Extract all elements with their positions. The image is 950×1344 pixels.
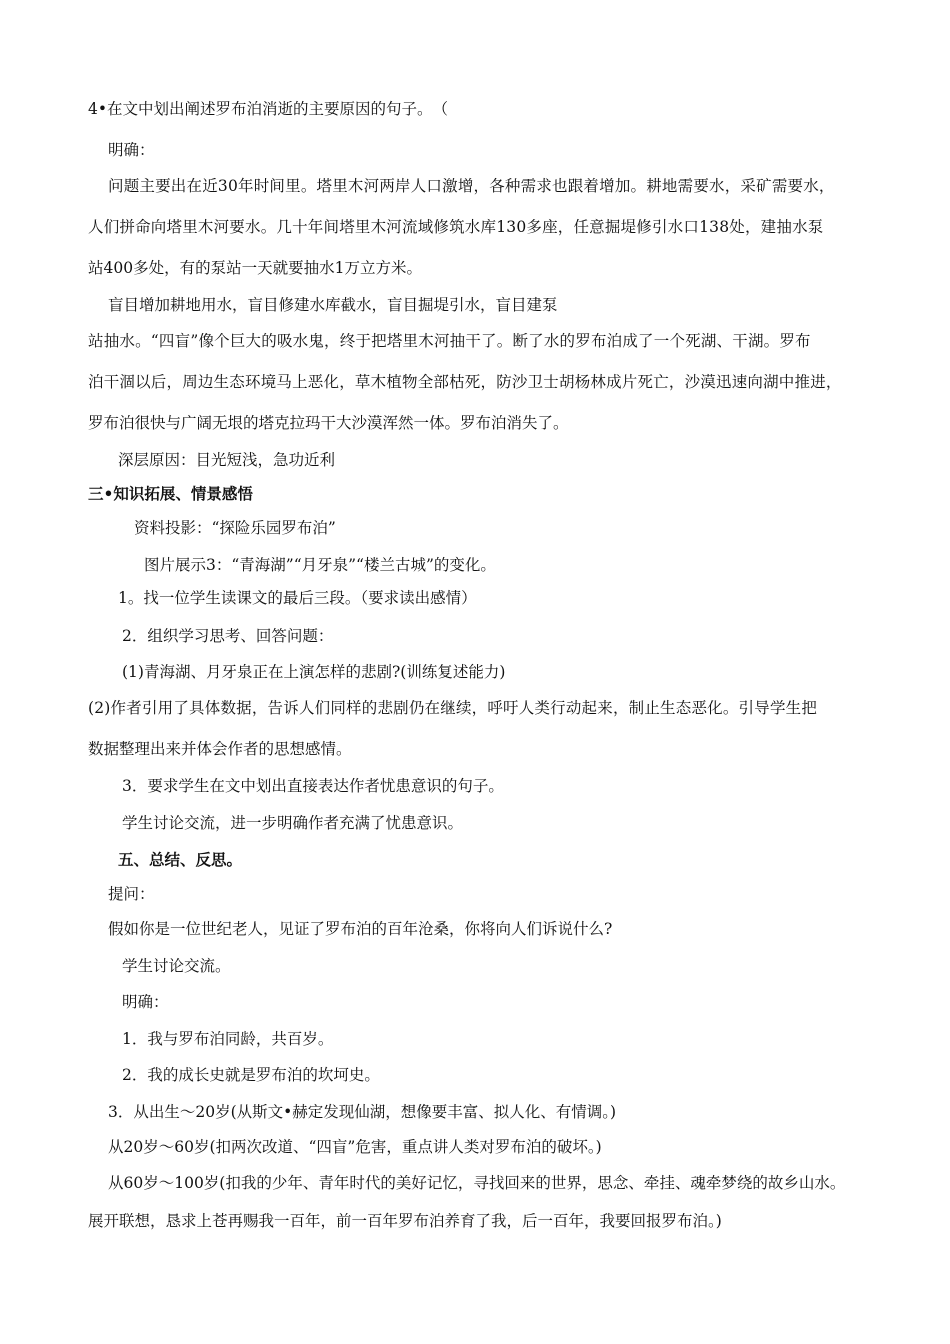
answer-label: 明确：: [122, 993, 169, 1011]
paragraph-line: 学生讨论交流，进一步明确作者充满了忧患意识。: [122, 814, 464, 832]
paragraph-line: 从20岁～60岁(扣两次改道、“四盲”危害，重点讲人类对罗布泊的破坏。): [108, 1138, 602, 1156]
list-item: (1)青海湖、月牙泉正在上演怎样的悲剧?(训练复述能力): [122, 663, 506, 681]
paragraph-line: 学生讨论交流。: [122, 957, 231, 975]
paragraph-line: 人们拼命向塔里木河要水。几十年间塔里木河流域修筑水库130多座，任意掘堤修引水口138处，建抽水泵: [88, 218, 824, 236]
deep-cause: 深层原因：目光短浅，急功近利: [118, 451, 336, 469]
paragraph-line: 盲目增加耕地用水，盲目修建水库截水，盲目掘堤引水，盲目建泵: [108, 296, 558, 314]
list-item: (2)作者引用了具体数据，告诉人们同样的悲剧仍在继续，呼吁人类行动起来，制止生态恶化。引导学生把: [88, 699, 818, 717]
paragraph-line: 罗布泊很快与广阔无垠的塔克拉玛干大沙漠浑然一体。罗布泊消失了。: [88, 414, 569, 432]
paragraph-line: 问题主要出在近30年时间里。塔里木河两岸人口激增，各种需求也跟着增加。耕地需要水，采矿需要水，: [108, 177, 835, 195]
section-heading-3: 三•知识拓展、情景感悟: [88, 484, 253, 503]
question-label: 提问：: [108, 885, 155, 903]
paragraph-line: 站抽水。“四盲”像个巨大的吸水鬼，终于把塔里木河抽干了。断了水的罗布泊成了一个死湖、干湖。罗布: [88, 332, 811, 350]
paragraph-line: 假如你是一位世纪老人，见证了罗布泊的百年沧桑，你将向人们诉说什么?: [108, 920, 613, 938]
paragraph-line: 展开联想，恳求上苍再赐我一百年，前一百年罗布泊养育了我，后一百年，我要回报罗布泊。): [88, 1212, 722, 1230]
question-4: 4•在文中划出阐述罗布泊消逝的主要原因的句子。 （: [88, 100, 449, 118]
answer-label: 明确：: [108, 141, 155, 159]
list-item: 1。找一位学生读课文的最后三段。（要求读出感情）: [118, 589, 477, 607]
paragraph-line: 站400多处，有的泵站一天就要抽水1万立方米。: [88, 259, 422, 277]
paragraph-line: 图片展示3：“青海湖”“月牙泉”“楼兰古城”的变化。: [144, 556, 496, 574]
section-heading-5: 五、总结、反思。: [118, 850, 243, 869]
list-item: 3．从出生～20岁(从斯文•赫定发现仙湖，想像要丰富、拟人化、有情调。): [108, 1103, 617, 1121]
paragraph-line: 从60岁～100岁(扣我的少年、青年时代的美好记忆，寻找回来的世界，思念、牵挂、魂牵梦绕的故乡山水。: [108, 1174, 846, 1192]
paragraph-line: 数据整理出来并体会作者的思想感情。: [88, 740, 352, 758]
list-item: 3．要求学生在文中划出直接表达作者忧患意识的句子。: [122, 777, 504, 795]
paragraph-line: 泊干涸以后，周边生态环境马上恶化，草木植物全部枯死，防沙卫士胡杨林成片死亡，沙漠迅速向湖中推进，: [88, 373, 842, 391]
paragraph-line: 资料投影：“探险乐园罗布泊”: [134, 519, 336, 537]
list-item: 1．我与罗布泊同龄，共百岁。: [122, 1030, 334, 1048]
list-item: 2．我的成长史就是罗布泊的坎坷史。: [122, 1066, 380, 1084]
list-item: 2．组织学习思考、回答问题：: [122, 627, 334, 645]
